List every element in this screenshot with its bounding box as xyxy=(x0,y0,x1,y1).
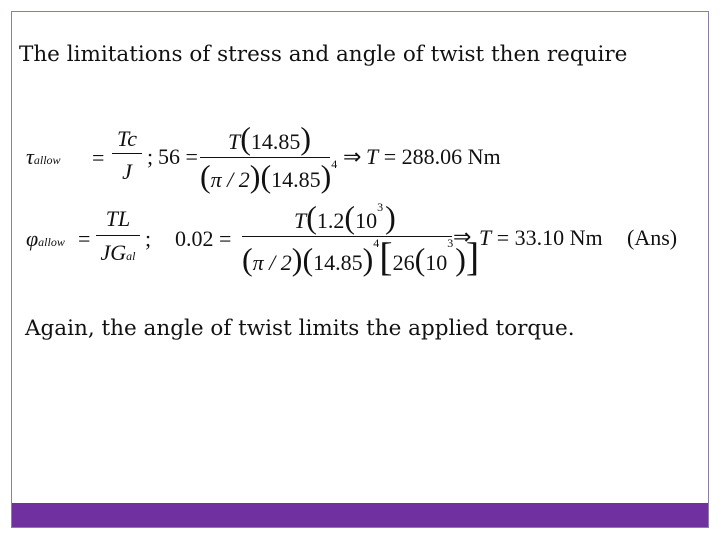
semicolon: ; xyxy=(145,226,152,251)
fraction-torque-stress xyxy=(200,120,338,194)
implies-arrow: ⇒ xyxy=(453,224,472,249)
tau-symbol: τallow xyxy=(26,144,61,169)
equals-sign: = xyxy=(92,145,105,170)
value-56: 56 = xyxy=(158,144,198,169)
result-torque-1: T = 288.06 Nm xyxy=(366,144,501,169)
accent-footer-bar xyxy=(12,503,708,527)
fraction-tl-over-jg xyxy=(96,208,140,268)
fraction-bar xyxy=(112,153,142,154)
denominator-jg: JGal xyxy=(100,240,136,265)
fraction-torque-twist xyxy=(242,199,480,279)
result-torque-2: T = 33.10 Nm xyxy=(479,225,603,250)
equals-sign: = xyxy=(78,226,91,251)
denominator-expr: (π / 2)(14.85) 4 xyxy=(200,157,338,194)
value-0-02: 0.02 = xyxy=(175,226,232,251)
numerator-expr: T(14.85) xyxy=(228,120,312,156)
denominator-j: J xyxy=(122,159,132,184)
numerator-tc: Tc xyxy=(117,126,137,151)
answer-label: (Ans) xyxy=(627,225,678,250)
numerator-expr: T(1.2(10 3 ) xyxy=(294,199,396,235)
denominator-expr: (π / 2)(14.85) 4 [26(10 3 )] xyxy=(242,234,480,279)
fraction-tc-over-j xyxy=(112,126,142,184)
semicolon: ; xyxy=(147,144,154,169)
phi-symbol: φallow xyxy=(26,226,65,251)
heading-text: The limitations of stress and angle of twist then require xyxy=(19,42,628,67)
numerator-tl: TL xyxy=(105,206,131,231)
fraction-bar xyxy=(96,235,140,236)
conclusion-text: Again, the angle of twist limits the applied torque. xyxy=(25,316,575,341)
implies-arrow: ⇒ xyxy=(343,144,362,169)
